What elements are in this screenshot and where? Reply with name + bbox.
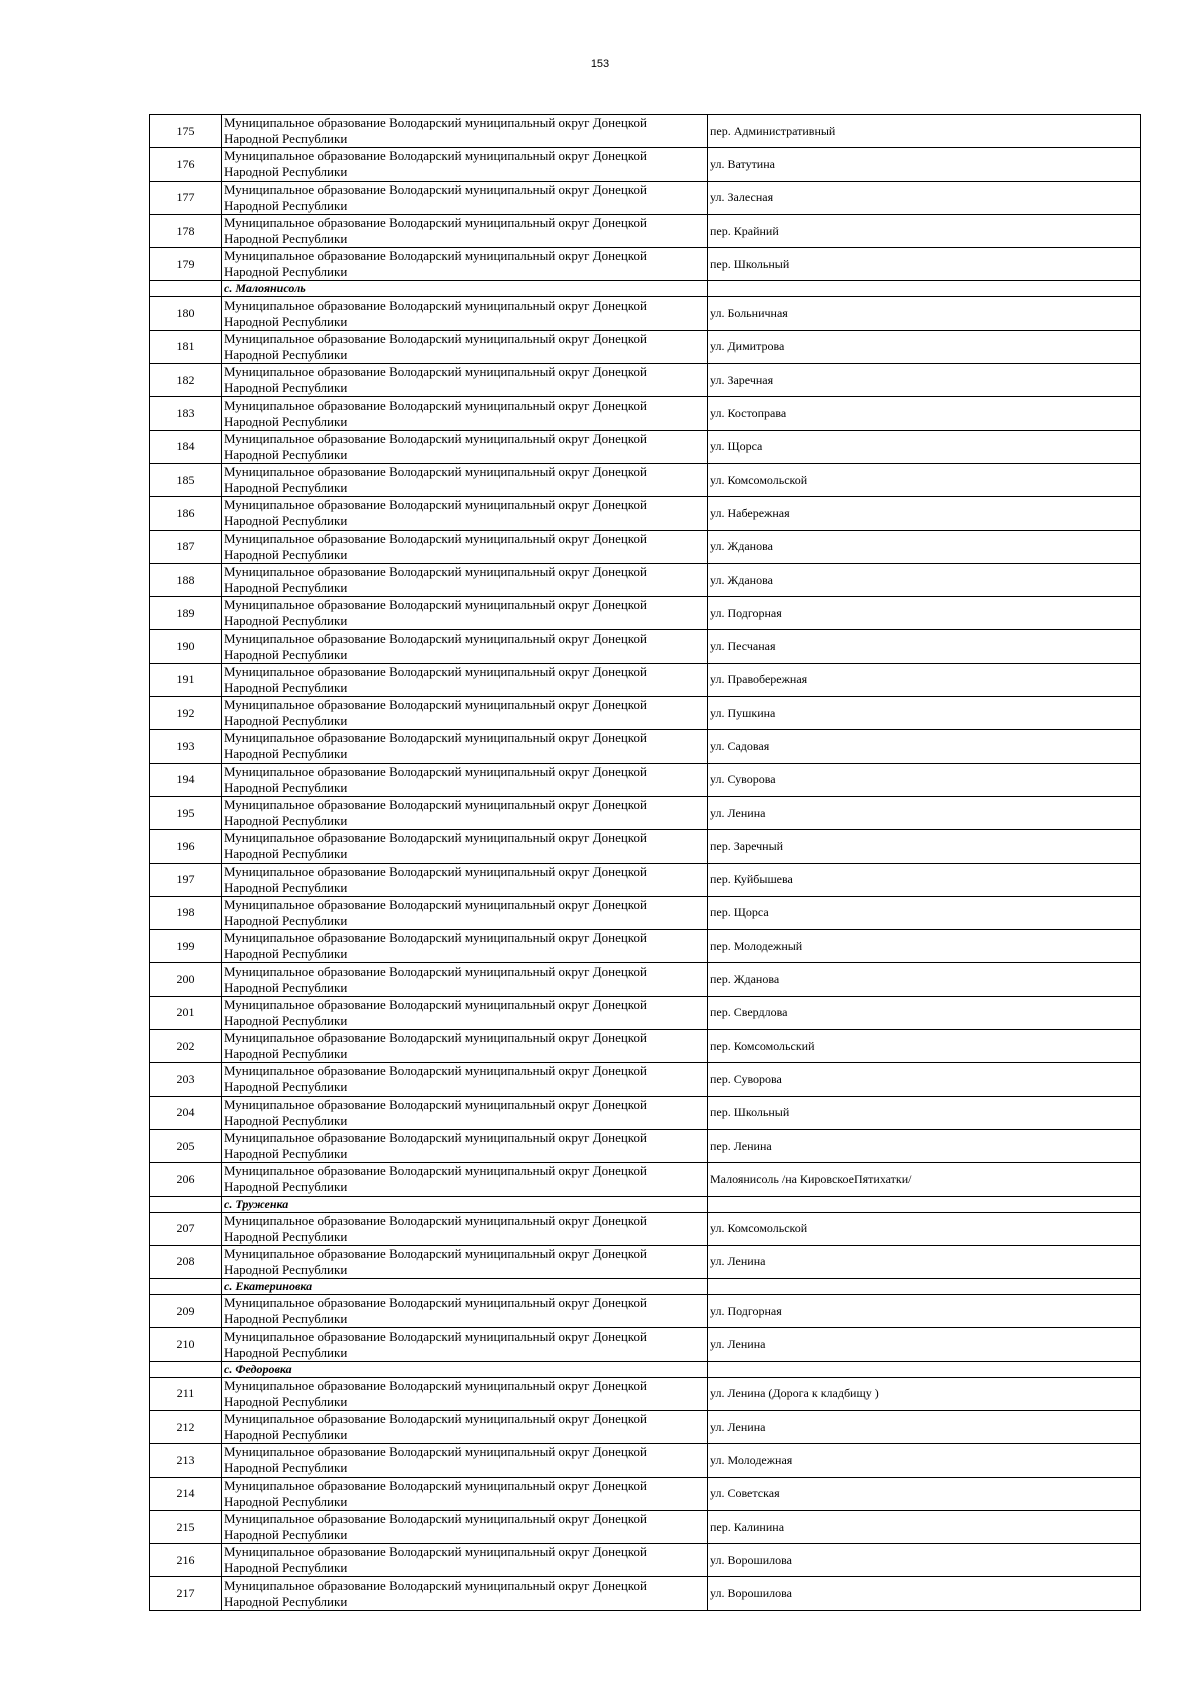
row-number: 193 [150, 730, 222, 763]
municipality-cell [222, 297, 708, 330]
municipality-cell [222, 1544, 708, 1577]
municipality-line-1: Муниципальное образование Володарский муниципальный округ Донецкой [224, 564, 647, 579]
table-row [150, 497, 1141, 530]
row-number: 197 [150, 863, 222, 896]
municipality-cell [222, 115, 708, 148]
municipality-line-2: Народной Республики [224, 480, 348, 496]
street-name: ул. Ленина [708, 1328, 1141, 1361]
municipality-line-2: Народной Республики [224, 346, 348, 362]
row-number: 204 [150, 1096, 222, 1129]
municipality-line-1: Муниципальное образование Володарский муниципальный округ Донецкой [224, 497, 647, 513]
table-row [150, 1577, 1141, 1610]
municipality-line-2: Народной Республики [224, 746, 348, 762]
municipality-line-1: Муниципальное образование Володарский муниципальный округ Донецкой [224, 730, 647, 746]
row-number: 189 [150, 597, 222, 630]
municipality-line-2: Народной Республики [224, 1344, 348, 1360]
row-number: 217 [150, 1577, 222, 1610]
table-row [150, 697, 1141, 730]
municipality-cell [222, 663, 708, 696]
row-number: 175 [150, 115, 222, 148]
row-number: 181 [150, 330, 222, 363]
municipality-line-1: Муниципальное образование Володарский муниципальный округ Донецкой [224, 1411, 647, 1427]
municipality-line-2: Народной Республики [224, 912, 348, 928]
table-row [150, 1544, 1141, 1577]
locality-section-row [150, 1279, 1141, 1295]
street-name: пер. Ленина [708, 1129, 1141, 1162]
municipality-line-1: Муниципальное образование Володарский муниципальный округ Донецкой [224, 297, 647, 313]
municipality-line-1: Муниципальное образование Володарский муниципальный округ Донецкой [224, 1295, 647, 1311]
row-number: 198 [150, 896, 222, 929]
empty-cell [708, 1196, 1141, 1212]
municipality-line-2: Народной Республики [224, 1046, 348, 1062]
table-row [150, 1212, 1141, 1245]
street-name: ул. Ленина (Дорога к кладбищу ) [708, 1377, 1141, 1410]
municipality-line-1: Муниципальное образование Володарский муниципальный округ Донецкой [224, 1096, 647, 1112]
table-row [150, 763, 1141, 796]
municipality-cell [222, 563, 708, 596]
street-name: пер. Жданова [708, 963, 1141, 996]
municipality-line-2: Народной Республики [224, 1427, 348, 1443]
street-name: пер. Заречный [708, 830, 1141, 863]
municipality-line-1: Муниципальное образование Володарский муниципальный округ Донецкой [224, 1130, 647, 1146]
table-row [150, 563, 1141, 596]
table-row [150, 1477, 1141, 1510]
table-row [150, 630, 1141, 663]
table-row [150, 297, 1141, 330]
table-row [150, 1129, 1141, 1162]
row-number: 207 [150, 1212, 222, 1245]
street-name: ул. Ватутина [708, 148, 1141, 181]
table-row [150, 1030, 1141, 1063]
row-number: 182 [150, 364, 222, 397]
street-name: ул. Суворова [708, 763, 1141, 796]
locality-name: с. Екатериновка [222, 1279, 708, 1295]
municipality-cell [222, 930, 708, 963]
street-name: ул. Комсомольской [708, 1212, 1141, 1245]
municipality-line-2: Народной Республики [224, 946, 348, 962]
municipality-line-2: Народной Республики [224, 813, 348, 829]
street-name: ул. Щорса [708, 430, 1141, 463]
municipality-line-2: Народной Республики [224, 380, 348, 396]
municipality-line-2: Народной Республики [224, 1393, 348, 1409]
municipality-line-1: Муниципальное образование Володарский муниципальный округ Донецкой [224, 1063, 647, 1079]
street-name: ул. Комсомольской [708, 463, 1141, 496]
municipality-cell [222, 330, 708, 363]
empty-cell [150, 1361, 222, 1377]
table-row [150, 930, 1141, 963]
page-number: 153 [590, 58, 610, 70]
row-number: 192 [150, 697, 222, 730]
table-row [150, 597, 1141, 630]
municipality-cell [222, 730, 708, 763]
municipality-line-2: Народной Республики [224, 1228, 348, 1244]
street-name: пер. Куйбышева [708, 863, 1141, 896]
table-row [150, 330, 1141, 363]
municipality-cell [222, 1295, 708, 1328]
row-number: 205 [150, 1129, 222, 1162]
table-row [150, 1410, 1141, 1443]
municipality-cell [222, 1129, 708, 1162]
street-name: ул. Правобережная [708, 663, 1141, 696]
municipality-line-1: Муниципальное образование Володарский муниципальный округ Донецкой [224, 1511, 647, 1527]
street-name: ул. Песчаная [708, 630, 1141, 663]
row-number: 186 [150, 497, 222, 530]
street-name: ул. Димитрова [708, 330, 1141, 363]
row-number: 196 [150, 830, 222, 863]
table-row [150, 1377, 1141, 1410]
street-name: пер. Суворова [708, 1063, 1141, 1096]
municipality-cell [222, 463, 708, 496]
table-row [150, 1328, 1141, 1361]
municipality-line-2: Народной Республики [224, 513, 348, 529]
row-number: 214 [150, 1477, 222, 1510]
table-row [150, 1063, 1141, 1096]
table-row [150, 1444, 1141, 1477]
row-number: 211 [150, 1377, 222, 1410]
municipality-cell [222, 530, 708, 563]
municipality-cell [222, 1063, 708, 1096]
municipality-line-1: Муниципальное образование Володарский муниципальный округ Донецкой [224, 996, 647, 1012]
row-number: 177 [150, 181, 222, 214]
municipality-line-2: Народной Республики [224, 679, 348, 695]
row-number: 202 [150, 1030, 222, 1063]
municipality-line-1: Муниципальное образование Володарский муниципальный округ Донецкой [224, 430, 647, 446]
municipality-line-2: Народной Республики [224, 879, 348, 895]
municipality-line-1: Муниципальное образование Володарский муниципальный округ Донецкой [224, 1328, 647, 1344]
municipality-cell [222, 963, 708, 996]
table-row [150, 148, 1141, 181]
municipality-line-1: Муниципальное образование Володарский муниципальный округ Донецкой [224, 830, 647, 846]
municipality-line-1: Муниципальное образование Володарский муниципальный округ Донецкой [224, 1212, 647, 1228]
municipality-line-1: Муниципальное образование Володарский муниципальный округ Донецкой [224, 896, 647, 912]
row-number: 216 [150, 1544, 222, 1577]
street-name: ул. Ленина [708, 1245, 1141, 1278]
municipality-line-2: Народной Республики [224, 313, 348, 329]
municipality-line-2: Народной Республики [224, 613, 348, 629]
empty-cell [150, 1196, 222, 1212]
municipality-line-1: Муниципальное образование Володарский муниципальный округ Донецкой [224, 797, 647, 813]
street-name: ул. Набережная [708, 497, 1141, 530]
row-number: 190 [150, 630, 222, 663]
street-name: пер. Щорса [708, 896, 1141, 929]
municipality-cell [222, 830, 708, 863]
row-number: 209 [150, 1295, 222, 1328]
table-row [150, 830, 1141, 863]
table-row [150, 963, 1141, 996]
table-row [150, 896, 1141, 929]
municipality-cell [222, 497, 708, 530]
municipality-line-1: Муниципальное образование Володарский муниципальный округ Донецкой [224, 397, 647, 413]
municipality-cell [222, 214, 708, 247]
municipality-cell [222, 1030, 708, 1063]
row-number: 206 [150, 1163, 222, 1196]
municipality-line-1: Муниципальное образование Володарский муниципальный округ Донецкой [224, 530, 647, 546]
empty-cell [708, 1279, 1141, 1295]
municipality-line-2: Народной Республики [224, 1012, 348, 1028]
street-name: ул. Залесная [708, 181, 1141, 214]
municipality-line-2: Народной Республики [224, 979, 348, 995]
municipality-cell [222, 996, 708, 1029]
street-name: ул. Жданова [708, 563, 1141, 596]
municipality-cell [222, 1328, 708, 1361]
municipality-line-2: Народной Республики [224, 779, 348, 795]
table-row [150, 1245, 1141, 1278]
municipality-cell [222, 1477, 708, 1510]
street-name: ул. Ленина [708, 796, 1141, 829]
municipality-line-2: Народной Республики [224, 1179, 348, 1195]
municipality-cell [222, 430, 708, 463]
municipality-line-2: Народной Республики [224, 446, 348, 462]
row-number: 187 [150, 530, 222, 563]
street-name: пер. Школьный [708, 248, 1141, 281]
street-name: ул. Жданова [708, 530, 1141, 563]
street-name: ул. Заречная [708, 364, 1141, 397]
table-row [150, 248, 1141, 281]
street-name: ул. Костоправа [708, 397, 1141, 430]
municipality-line-1: Муниципальное образование Володарский муниципальный округ Донецкой [224, 630, 647, 646]
street-name: ул. Подгорная [708, 597, 1141, 630]
municipality-cell [222, 1096, 708, 1129]
municipality-line-2: Народной Республики [224, 413, 348, 429]
municipality-cell [222, 181, 708, 214]
street-name: ул. Ворошилова [708, 1544, 1141, 1577]
municipality-cell [222, 1444, 708, 1477]
municipality-line-2: Народной Республики [224, 1527, 348, 1543]
municipality-cell [222, 364, 708, 397]
row-number: 213 [150, 1444, 222, 1477]
municipality-line-1: Муниципальное образование Володарский муниципальный округ Донецкой [224, 330, 647, 346]
row-number: 195 [150, 796, 222, 829]
municipality-cell [222, 1245, 708, 1278]
locality-name: с. Труженка [222, 1196, 708, 1212]
row-number: 199 [150, 930, 222, 963]
municipality-line-2: Народной Республики [224, 846, 348, 862]
municipality-line-1: Муниципальное образование Володарский муниципальный округ Донецкой [224, 181, 647, 197]
municipality-line-2: Народной Республики [224, 131, 348, 147]
row-number: 179 [150, 248, 222, 281]
municipality-line-1: Муниципальное образование Володарский муниципальный округ Донецкой [224, 863, 647, 879]
municipality-cell [222, 863, 708, 896]
row-number: 203 [150, 1063, 222, 1096]
municipality-line-2: Народной Республики [224, 546, 348, 562]
empty-cell [150, 281, 222, 297]
municipality-cell [222, 763, 708, 796]
street-name: ул. Советская [708, 1477, 1141, 1510]
row-number: 188 [150, 563, 222, 596]
municipality-line-2: Народной Республики [224, 164, 348, 180]
municipality-cell [222, 697, 708, 730]
street-name: ул. Больничная [708, 297, 1141, 330]
table-row [150, 1096, 1141, 1129]
municipality-cell [222, 1163, 708, 1196]
street-name: пер. Комсомольский [708, 1030, 1141, 1063]
row-number: 191 [150, 663, 222, 696]
municipality-line-1: Муниципальное образование Володарский муниципальный округ Донецкой [224, 1577, 647, 1593]
municipality-cell [222, 597, 708, 630]
row-number: 212 [150, 1410, 222, 1443]
row-number: 185 [150, 463, 222, 496]
row-number: 200 [150, 963, 222, 996]
municipality-line-1: Муниципальное образование Володарский муниципальный округ Донецкой [224, 697, 647, 713]
municipality-line-2: Народной Республики [224, 646, 348, 662]
municipality-line-1: Муниципальное образование Володарский муниципальный округ Донецкой [224, 148, 647, 164]
street-name: ул. Ленина [708, 1410, 1141, 1443]
street-name: пер. Школьный [708, 1096, 1141, 1129]
municipality-line-2: Народной Республики [224, 580, 348, 595]
municipality-line-2: Народной Республики [224, 1261, 348, 1277]
municipality-line-1: Муниципальное образование Володарский муниципальный округ Донецкой [224, 464, 647, 480]
municipality-line-1: Муниципальное образование Володарский муниципальный округ Донецкой [224, 930, 647, 946]
municipality-line-2: Народной Республики [224, 1460, 348, 1476]
table-row [150, 397, 1141, 430]
row-number: 210 [150, 1328, 222, 1361]
street-name: пер. Свердлова [708, 996, 1141, 1029]
street-name: пер. Калинина [708, 1510, 1141, 1543]
table-row [150, 663, 1141, 696]
row-number: 178 [150, 214, 222, 247]
municipality-line-1: Муниципальное образование Володарский муниципальный округ Донецкой [224, 215, 647, 231]
municipality-line-1: Муниципальное образование Володарский муниципальный округ Донецкой [224, 364, 647, 380]
municipality-cell [222, 1510, 708, 1543]
table-row [150, 1295, 1141, 1328]
locality-section-row [150, 1196, 1141, 1212]
table-row [150, 530, 1141, 563]
table-row [150, 181, 1141, 214]
municipality-line-1: Муниципальное образование Володарский муниципальный округ Донецкой [224, 248, 647, 264]
street-name: ул. Подгорная [708, 1295, 1141, 1328]
locality-name: с. Федоровка [222, 1361, 708, 1377]
row-number: 180 [150, 297, 222, 330]
municipality-line-1: Муниципальное образование Володарский муниципальный округ Донецкой [224, 963, 647, 979]
municipality-line-1: Муниципальное образование Володарский муниципальный округ Донецкой [224, 663, 647, 679]
table-row [150, 863, 1141, 896]
street-name: пер. Административный [708, 115, 1141, 148]
municipality-cell [222, 896, 708, 929]
empty-cell [708, 281, 1141, 297]
row-number: 208 [150, 1245, 222, 1278]
empty-cell [708, 1361, 1141, 1377]
municipality-line-2: Народной Республики [224, 1493, 348, 1509]
table-row [150, 115, 1141, 148]
table-row [150, 796, 1141, 829]
municipality-line-1: Муниципальное образование Володарский муниципальный округ Донецкой [224, 763, 647, 779]
municipality-cell [222, 1410, 708, 1443]
municipality-line-2: Народной Республики [224, 1146, 348, 1162]
table-row [150, 1163, 1141, 1196]
street-name: пер. Молодежный [708, 930, 1141, 963]
table-row [150, 364, 1141, 397]
registry-table-body [150, 115, 1141, 1611]
municipality-line-2: Народной Республики [224, 231, 348, 247]
empty-cell [150, 1279, 222, 1295]
municipality-line-2: Народной Республики [224, 1560, 348, 1576]
municipality-line-1: Муниципальное образование Володарский муниципальный округ Донецкой [224, 115, 647, 131]
street-name: ул. Молодежная [708, 1444, 1141, 1477]
municipality-line-1: Муниципальное образование Володарский муниципальный округ Донецкой [224, 1444, 647, 1460]
locality-name: с. Малоянисоль [222, 281, 708, 297]
table-row [150, 463, 1141, 496]
municipality-line-2: Народной Республики [224, 1112, 348, 1128]
municipality-line-1: Муниципальное образование Володарский муниципальный округ Донецкой [224, 1544, 647, 1560]
municipality-cell [222, 397, 708, 430]
municipality-line-2: Народной Республики [224, 1593, 348, 1609]
municipality-cell [222, 1577, 708, 1610]
row-number: 194 [150, 763, 222, 796]
municipality-line-2: Народной Республики [224, 197, 348, 213]
row-number: 201 [150, 996, 222, 1029]
municipality-cell [222, 1212, 708, 1245]
table-row [150, 730, 1141, 763]
row-number: 215 [150, 1510, 222, 1543]
municipality-cell [222, 796, 708, 829]
municipality-cell [222, 148, 708, 181]
municipality-line-1: Муниципальное образование Володарский муниципальный округ Донецкой [224, 1377, 647, 1393]
municipality-line-2: Народной Республики [224, 713, 348, 729]
street-name: ул. Ворошилова [708, 1577, 1141, 1610]
table-row [150, 430, 1141, 463]
municipality-line-2: Народной Республики [224, 1079, 348, 1095]
municipality-line-1: Муниципальное образование Володарский муниципальный округ Донецкой [224, 1245, 647, 1261]
locality-section-row [150, 1361, 1141, 1377]
row-number: 176 [150, 148, 222, 181]
municipality-cell [222, 630, 708, 663]
locality-section-row [150, 281, 1141, 297]
row-number: 183 [150, 397, 222, 430]
municipality-line-1: Муниципальное образование Володарский муниципальный округ Донецкой [224, 1477, 647, 1493]
registry-table [149, 114, 1141, 1611]
municipality-line-2: Народной Республики [224, 1311, 348, 1327]
row-number: 184 [150, 430, 222, 463]
street-name: ул. Садовая [708, 730, 1141, 763]
municipality-cell [222, 1377, 708, 1410]
municipality-line-2: Народной Республики [224, 264, 348, 280]
municipality-cell [222, 248, 708, 281]
table-row [150, 1510, 1141, 1543]
street-name: ул. Пушкина [708, 697, 1141, 730]
street-name: Малоянисоль /на КировскоеПятихатки/ [708, 1163, 1141, 1196]
table-row [150, 214, 1141, 247]
municipality-line-1: Муниципальное образование Володарский муниципальный округ Донецкой [224, 597, 647, 613]
table-row [150, 996, 1141, 1029]
street-name: пер. Крайний [708, 214, 1141, 247]
municipality-line-1: Муниципальное образование Володарский муниципальный округ Донецкой [224, 1163, 647, 1179]
municipality-line-1: Муниципальное образование Володарский муниципальный округ Донецкой [224, 1030, 647, 1046]
